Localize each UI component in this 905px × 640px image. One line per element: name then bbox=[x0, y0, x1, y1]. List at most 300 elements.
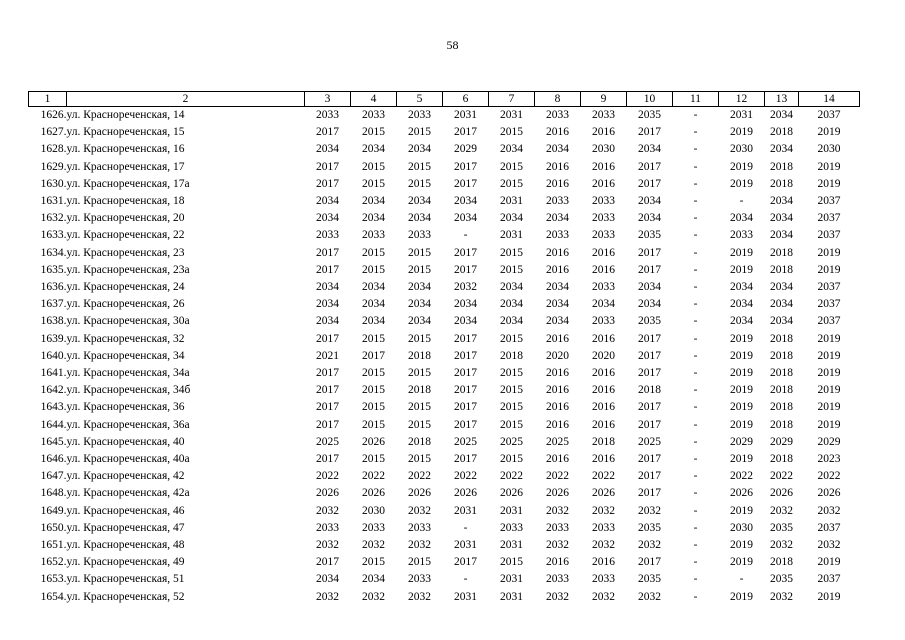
year-cell: 2017 bbox=[316, 401, 339, 414]
year-cell: 2037 bbox=[817, 109, 841, 121]
year-cell: 2034 bbox=[454, 298, 477, 311]
page-number: 58 bbox=[446, 38, 459, 52]
year-cell: 2017 bbox=[316, 367, 339, 380]
year-cell: 2034 bbox=[592, 298, 615, 311]
year-cell: 2034 bbox=[730, 281, 753, 294]
year-cell: 2034 bbox=[638, 143, 661, 156]
year-cell: 2034 bbox=[316, 195, 339, 208]
year-cell: 2037 bbox=[817, 298, 841, 311]
year-cell: 2015 bbox=[408, 453, 431, 466]
year-cell: 2034 bbox=[362, 281, 385, 294]
table-row bbox=[29, 193, 860, 210]
address-cell: ул. Краснореченская, 18 bbox=[66, 195, 185, 208]
year-cell: 2037 bbox=[817, 195, 841, 208]
row-number: 1651. bbox=[40, 539, 67, 552]
year-cell: 2034 bbox=[316, 143, 339, 156]
year-cell: 2015 bbox=[500, 418, 523, 431]
year-cell: 2017 bbox=[316, 246, 339, 259]
year-cell: 2033 bbox=[546, 521, 569, 534]
year-cell: 2019 bbox=[730, 332, 753, 345]
table-row bbox=[29, 399, 860, 416]
year-cell: 2015 bbox=[362, 453, 385, 466]
year-cell: 2016 bbox=[546, 384, 569, 397]
year-cell: 2015 bbox=[362, 367, 385, 380]
address-cell: ул. Краснореченская, 34а bbox=[66, 367, 190, 380]
year-cell: 2032 bbox=[362, 539, 385, 552]
year-cell: 2016 bbox=[592, 332, 615, 345]
year-cell: 2016 bbox=[546, 246, 569, 259]
year-cell: 2035 bbox=[638, 573, 661, 586]
year-cell: 2017 bbox=[638, 487, 661, 500]
year-cell: 2034 bbox=[638, 281, 661, 294]
year-cell: - bbox=[693, 160, 698, 173]
year-cell: 2016 bbox=[546, 453, 569, 466]
year-cell: 2017 bbox=[638, 263, 661, 276]
table-row bbox=[29, 434, 860, 451]
year-cell: - bbox=[693, 384, 698, 397]
year-cell: 2017 bbox=[316, 160, 339, 173]
address-cell: ул. Краснореченская, 47 bbox=[66, 521, 185, 534]
year-cell: 2026 bbox=[316, 487, 339, 500]
year-cell: 2016 bbox=[592, 401, 615, 414]
table-row bbox=[29, 107, 860, 125]
year-cell: 2033 bbox=[592, 195, 615, 208]
year-cell: 2032 bbox=[316, 504, 339, 517]
year-cell: 2015 bbox=[500, 556, 523, 569]
year-cell: 2017 bbox=[638, 177, 661, 190]
year-cell: 2032 bbox=[316, 539, 339, 552]
year-cell: 2015 bbox=[500, 332, 523, 345]
year-cell: 2017 bbox=[454, 367, 477, 380]
year-cell: 2026 bbox=[500, 487, 523, 500]
year-cell: - bbox=[693, 435, 698, 448]
year-cell: - bbox=[739, 195, 744, 208]
year-cell: 2033 bbox=[362, 109, 385, 121]
year-cell: 2017 bbox=[316, 332, 339, 345]
row-number: 1649. bbox=[40, 504, 67, 517]
year-cell: 2015 bbox=[362, 401, 385, 414]
year-cell: 2032 bbox=[546, 504, 569, 517]
year-cell: - bbox=[463, 521, 468, 534]
header-row bbox=[29, 92, 860, 107]
table-row bbox=[29, 554, 860, 571]
row-number: 1646. bbox=[40, 453, 67, 466]
year-cell: 2017 bbox=[316, 418, 339, 431]
address-cell: ул. Краснореченская, 49 bbox=[66, 556, 185, 569]
year-cell: 2032 bbox=[546, 590, 569, 603]
year-cell: 2031 bbox=[500, 590, 523, 603]
year-cell: 2015 bbox=[362, 126, 385, 139]
column-header: 11 bbox=[673, 92, 719, 107]
year-cell: 2018 bbox=[770, 418, 793, 431]
year-cell: 2017 bbox=[638, 401, 661, 414]
year-cell: 2033 bbox=[592, 315, 615, 328]
year-cell: 2018 bbox=[770, 263, 793, 276]
row-number: 1629. bbox=[40, 160, 67, 173]
year-cell: 2015 bbox=[362, 556, 385, 569]
year-cell: 2017 bbox=[454, 556, 477, 569]
year-cell: - bbox=[693, 470, 698, 483]
year-cell: 2017 bbox=[454, 246, 477, 259]
year-cell: 2034 bbox=[730, 212, 753, 225]
year-cell: 2031 bbox=[500, 109, 523, 121]
year-cell: 2018 bbox=[770, 332, 793, 345]
column-header: 10 bbox=[627, 92, 673, 107]
year-cell: - bbox=[463, 229, 468, 242]
year-cell: - bbox=[693, 332, 698, 345]
table-row bbox=[29, 382, 860, 399]
table-row bbox=[29, 262, 860, 279]
year-cell: 2019 bbox=[730, 418, 753, 431]
year-cell: 2017 bbox=[316, 453, 339, 466]
year-cell: 2034 bbox=[500, 143, 523, 156]
year-cell: 2035 bbox=[638, 109, 661, 121]
year-cell: 2030 bbox=[730, 143, 753, 156]
year-cell: 2034 bbox=[500, 298, 523, 311]
year-cell: 2019 bbox=[730, 246, 753, 259]
year-cell: 2031 bbox=[500, 195, 523, 208]
year-cell: 2015 bbox=[408, 556, 431, 569]
column-header: 6 bbox=[443, 92, 489, 107]
year-cell: 2017 bbox=[316, 556, 339, 569]
year-cell: 2035 bbox=[770, 573, 793, 586]
year-cell: 2017 bbox=[362, 349, 385, 362]
table-row bbox=[29, 210, 860, 227]
year-cell: 2032 bbox=[362, 590, 385, 603]
table-row bbox=[29, 176, 860, 193]
year-cell: 2015 bbox=[408, 418, 431, 431]
year-cell: 2034 bbox=[770, 143, 793, 156]
table-row bbox=[29, 537, 860, 554]
year-cell: 2032 bbox=[770, 504, 793, 517]
address-cell: ул. Краснореченская, 42а bbox=[66, 487, 190, 500]
table-row bbox=[29, 571, 860, 588]
year-cell: - bbox=[463, 573, 468, 586]
year-cell: 2016 bbox=[592, 418, 615, 431]
year-cell: 2030 bbox=[592, 143, 615, 156]
year-cell: 2018 bbox=[638, 384, 661, 397]
address-cell: ул. Краснореченская, 17а bbox=[66, 177, 190, 190]
year-cell: 2015 bbox=[362, 263, 385, 276]
year-cell: - bbox=[693, 349, 698, 362]
year-cell: 2037 bbox=[817, 281, 841, 294]
year-cell: 2016 bbox=[546, 367, 569, 380]
year-cell: 2018 bbox=[770, 556, 793, 569]
address-cell: ул. Краснореченская, 23 bbox=[66, 246, 185, 259]
year-cell: 2019 bbox=[730, 539, 753, 552]
year-cell: 2034 bbox=[638, 212, 661, 225]
year-cell: 2034 bbox=[770, 212, 793, 225]
year-cell: 2019 bbox=[730, 590, 753, 603]
year-cell: 2015 bbox=[408, 401, 431, 414]
year-cell: 2034 bbox=[770, 315, 793, 328]
year-cell: 2022 bbox=[500, 470, 523, 483]
year-cell: 2015 bbox=[408, 126, 431, 139]
year-cell: 2016 bbox=[592, 384, 615, 397]
year-cell: 2030 bbox=[817, 143, 841, 156]
year-cell: - bbox=[693, 504, 698, 517]
table-row bbox=[29, 451, 860, 468]
year-cell: 2034 bbox=[316, 281, 339, 294]
row-number: 1632. bbox=[40, 212, 67, 225]
column-header: 12 bbox=[719, 92, 765, 107]
year-cell: 2018 bbox=[408, 435, 431, 448]
year-cell: 2033 bbox=[362, 521, 385, 534]
year-cell: 2026 bbox=[454, 487, 477, 500]
year-cell: 2031 bbox=[454, 590, 477, 603]
year-cell: 2019 bbox=[730, 453, 753, 466]
year-cell: 2032 bbox=[316, 590, 339, 603]
year-cell: 2017 bbox=[316, 263, 339, 276]
year-cell: - bbox=[693, 401, 698, 414]
year-cell: 2016 bbox=[546, 556, 569, 569]
year-cell: 2019 bbox=[817, 418, 841, 431]
year-cell: 2032 bbox=[408, 504, 431, 517]
address-cell: ул. Краснореченская, 36 bbox=[66, 401, 185, 414]
year-cell: 2017 bbox=[454, 453, 477, 466]
year-cell: 2015 bbox=[408, 332, 431, 345]
year-cell: 2032 bbox=[770, 539, 793, 552]
year-cell: 2022 bbox=[546, 470, 569, 483]
year-cell: 2026 bbox=[770, 487, 793, 500]
address-cell: ул. Краснореченская, 24 bbox=[66, 281, 185, 294]
table-row bbox=[29, 503, 860, 520]
year-cell: 2032 bbox=[408, 590, 431, 603]
year-cell: 2019 bbox=[730, 177, 753, 190]
address-cell: ул. Краснореченская, 15 bbox=[66, 126, 185, 139]
year-cell: 2034 bbox=[730, 315, 753, 328]
year-cell: 2017 bbox=[638, 160, 661, 173]
year-cell: 2035 bbox=[770, 521, 793, 534]
year-cell: - bbox=[693, 573, 698, 586]
table-row bbox=[29, 141, 860, 158]
year-cell: 2034 bbox=[316, 298, 339, 311]
table-row bbox=[29, 417, 860, 434]
year-cell: 2018 bbox=[500, 349, 523, 362]
year-cell: 2015 bbox=[408, 160, 431, 173]
year-cell: 2015 bbox=[500, 126, 523, 139]
year-cell: 2032 bbox=[592, 504, 615, 517]
year-cell: 2033 bbox=[592, 281, 615, 294]
year-cell: 2016 bbox=[546, 263, 569, 276]
table-row bbox=[29, 227, 860, 244]
table-row bbox=[29, 124, 860, 141]
row-number: 1642. bbox=[40, 384, 67, 397]
year-cell: 2023 bbox=[817, 453, 841, 466]
year-cell: 2019 bbox=[730, 367, 753, 380]
year-cell: 2019 bbox=[730, 384, 753, 397]
year-cell: 2034 bbox=[546, 212, 569, 225]
year-cell: 2019 bbox=[817, 556, 841, 569]
year-cell: - bbox=[693, 143, 698, 156]
table-row bbox=[29, 296, 860, 313]
year-cell: 2016 bbox=[592, 263, 615, 276]
year-cell: 2015 bbox=[362, 246, 385, 259]
year-cell: 2017 bbox=[316, 126, 339, 139]
year-cell: 2034 bbox=[770, 109, 793, 121]
table-row bbox=[29, 331, 860, 348]
year-cell: 2029 bbox=[770, 435, 793, 448]
year-cell: 2017 bbox=[454, 126, 477, 139]
year-cell: - bbox=[693, 246, 698, 259]
year-cell: 2034 bbox=[362, 315, 385, 328]
year-cell: 2032 bbox=[546, 539, 569, 552]
year-cell: 2037 bbox=[817, 212, 841, 225]
year-cell: 2016 bbox=[592, 367, 615, 380]
table-row bbox=[29, 589, 860, 606]
year-cell: - bbox=[693, 453, 698, 466]
year-cell: 2034 bbox=[500, 212, 523, 225]
row-number: 1647. bbox=[40, 470, 67, 483]
year-cell: 2034 bbox=[546, 315, 569, 328]
address-cell: ул. Краснореченская, 26 bbox=[66, 298, 185, 311]
column-header: 3 bbox=[305, 92, 351, 107]
year-cell: - bbox=[693, 590, 698, 603]
year-cell: - bbox=[693, 126, 698, 139]
year-cell: 2026 bbox=[730, 487, 753, 500]
year-cell: 2034 bbox=[500, 315, 523, 328]
year-cell: 2034 bbox=[362, 212, 385, 225]
year-cell: 2032 bbox=[638, 590, 661, 603]
year-cell: 2033 bbox=[546, 229, 569, 242]
year-cell: 2034 bbox=[316, 212, 339, 225]
year-cell: 2018 bbox=[770, 177, 793, 190]
year-cell: 2017 bbox=[454, 349, 477, 362]
year-cell: 2035 bbox=[638, 229, 661, 242]
year-cell: - bbox=[693, 315, 698, 328]
year-cell: 2020 bbox=[592, 349, 615, 362]
table-row bbox=[29, 365, 860, 382]
year-cell: 2015 bbox=[500, 453, 523, 466]
year-cell: 2019 bbox=[730, 401, 753, 414]
year-cell: 2016 bbox=[546, 177, 569, 190]
table-row bbox=[29, 245, 860, 262]
year-cell: - bbox=[693, 263, 698, 276]
row-number: 1645. bbox=[40, 435, 67, 448]
year-cell: 2017 bbox=[454, 384, 477, 397]
year-cell: 2016 bbox=[592, 556, 615, 569]
address-cell: ул. Краснореченская, 16 bbox=[66, 143, 185, 156]
year-cell: 2022 bbox=[362, 470, 385, 483]
address-cell: ул. Краснореченская, 17 bbox=[66, 160, 185, 173]
year-cell: 2034 bbox=[362, 298, 385, 311]
year-cell: 2022 bbox=[454, 470, 477, 483]
year-cell: 2017 bbox=[638, 453, 661, 466]
table-body bbox=[29, 92, 860, 606]
row-number: 1627. bbox=[40, 126, 67, 139]
year-cell: 2034 bbox=[454, 195, 477, 208]
year-cell: - bbox=[693, 229, 698, 242]
year-cell: 2037 bbox=[817, 315, 841, 328]
year-cell: 2034 bbox=[730, 298, 753, 311]
year-cell: 2031 bbox=[730, 109, 753, 121]
year-cell: 2034 bbox=[408, 298, 431, 311]
year-cell: 2029 bbox=[730, 435, 753, 448]
year-cell: 2019 bbox=[817, 401, 841, 414]
year-cell: 2016 bbox=[546, 418, 569, 431]
table-row bbox=[29, 468, 860, 485]
year-cell: - bbox=[693, 487, 698, 500]
row-number: 1648. bbox=[40, 487, 67, 500]
year-cell: 2022 bbox=[316, 470, 339, 483]
year-cell: 2033 bbox=[408, 109, 431, 121]
year-cell: 2032 bbox=[408, 539, 431, 552]
row-number: 1637. bbox=[40, 298, 67, 311]
year-cell: 2032 bbox=[817, 504, 841, 517]
year-cell: 2031 bbox=[500, 539, 523, 552]
address-cell: ул. Краснореченская, 23а bbox=[66, 263, 190, 276]
year-cell: 2015 bbox=[408, 367, 431, 380]
year-cell: 2033 bbox=[316, 109, 339, 121]
address-cell: ул. Краснореченская, 14 bbox=[66, 109, 185, 121]
year-cell: 2034 bbox=[362, 195, 385, 208]
year-cell: 2033 bbox=[592, 573, 615, 586]
year-cell: 2032 bbox=[454, 281, 477, 294]
year-cell: 2020 bbox=[546, 349, 569, 362]
year-cell: 2016 bbox=[592, 246, 615, 259]
year-cell: - bbox=[693, 298, 698, 311]
year-cell: 2016 bbox=[546, 401, 569, 414]
year-cell: 2019 bbox=[817, 349, 841, 362]
year-cell: 2034 bbox=[500, 281, 523, 294]
row-number: 1650. bbox=[40, 521, 67, 534]
year-cell: 2016 bbox=[546, 126, 569, 139]
year-cell: 2015 bbox=[362, 384, 385, 397]
year-cell: 2022 bbox=[730, 470, 753, 483]
year-cell: 2034 bbox=[362, 143, 385, 156]
year-cell: 2034 bbox=[408, 212, 431, 225]
address-cell: ул. Краснореченская, 34б bbox=[66, 384, 191, 397]
year-cell: 2026 bbox=[817, 487, 841, 500]
address-cell: ул. Краснореченская, 30а bbox=[66, 315, 190, 328]
year-cell: - bbox=[693, 177, 698, 190]
year-cell: 2032 bbox=[592, 590, 615, 603]
year-cell: - bbox=[693, 212, 698, 225]
table-row bbox=[29, 520, 860, 537]
year-cell: 2031 bbox=[454, 504, 477, 517]
row-number: 1638. bbox=[40, 315, 67, 328]
column-header: 13 bbox=[765, 92, 799, 107]
row-number: 1654. bbox=[40, 590, 67, 603]
year-cell: 2017 bbox=[638, 556, 661, 569]
row-number: 1626. bbox=[40, 109, 67, 121]
row-number: 1639. bbox=[40, 332, 67, 345]
row-number: 1641. bbox=[40, 367, 67, 380]
year-cell: 2016 bbox=[546, 332, 569, 345]
year-cell: 2034 bbox=[638, 195, 661, 208]
year-cell: 2015 bbox=[362, 332, 385, 345]
year-cell: 2017 bbox=[454, 263, 477, 276]
year-cell: 2017 bbox=[316, 384, 339, 397]
year-cell: 2025 bbox=[638, 435, 661, 448]
year-cell: 2034 bbox=[408, 315, 431, 328]
year-cell: 2018 bbox=[770, 160, 793, 173]
year-cell: 2032 bbox=[638, 504, 661, 517]
column-header: 7 bbox=[489, 92, 535, 107]
address-cell: ул. Краснореченская, 20 bbox=[66, 212, 185, 225]
column-header: 8 bbox=[535, 92, 581, 107]
year-cell: 2018 bbox=[770, 126, 793, 139]
year-cell: 2016 bbox=[592, 160, 615, 173]
year-cell: 2034 bbox=[408, 281, 431, 294]
address-cell: ул. Краснореченская, 32 bbox=[66, 332, 185, 345]
address-cell: ул. Краснореченская, 46 bbox=[66, 504, 185, 517]
year-cell: 2019 bbox=[817, 246, 841, 259]
column-header: 9 bbox=[581, 92, 627, 107]
year-cell: 2021 bbox=[316, 349, 339, 362]
address-cell: ул. Краснореченская, 40а bbox=[66, 453, 190, 466]
year-cell: 2019 bbox=[730, 263, 753, 276]
